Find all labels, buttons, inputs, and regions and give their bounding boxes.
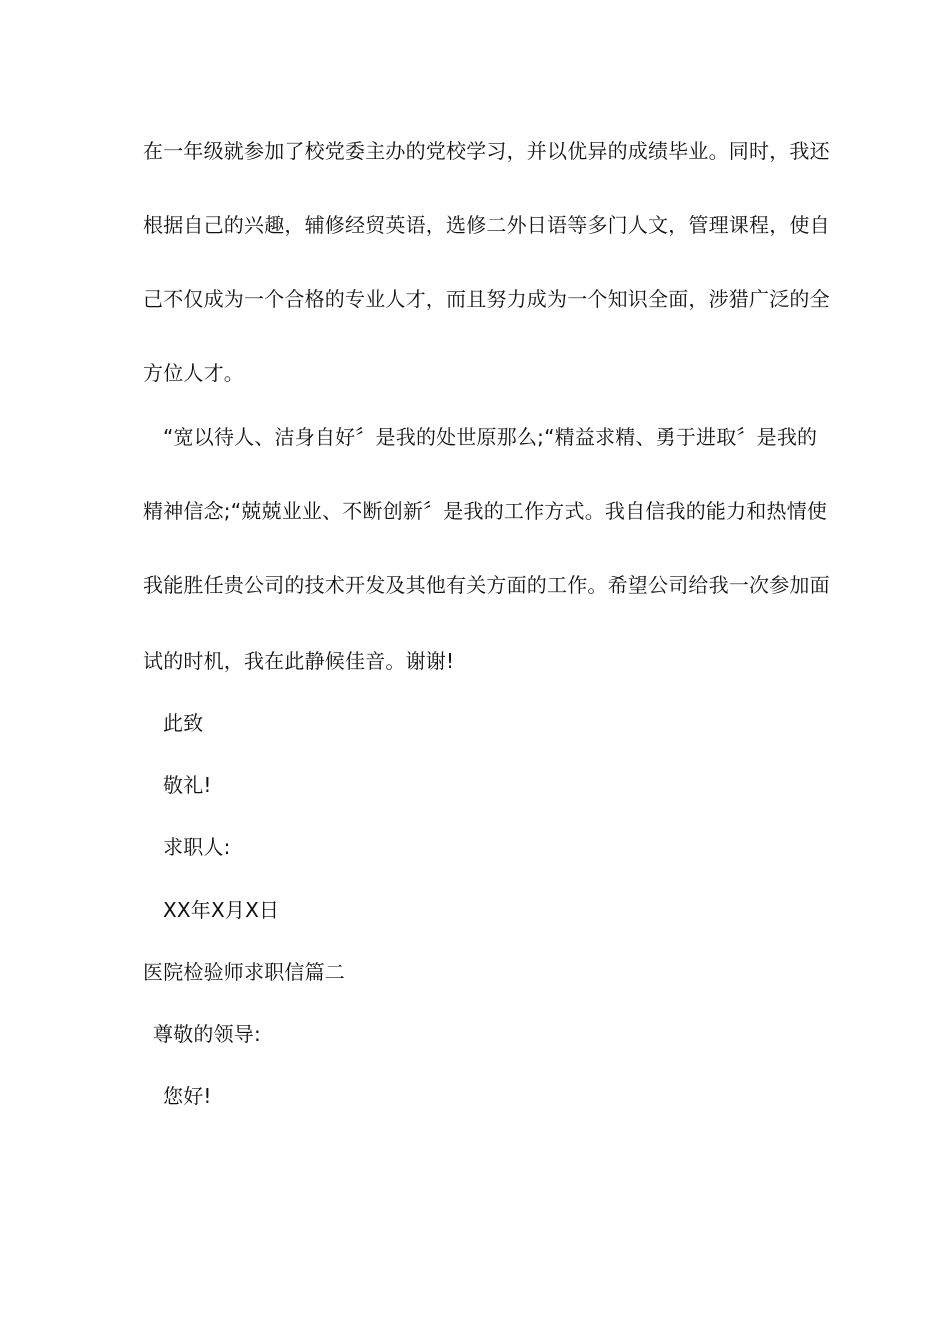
date-text: XX年X月X日: [163, 898, 280, 922]
paragraph1-line3: 己不仅成为一个合格的专业人才，而且努力成为一个知识全面，涉猎广泛的全: [143, 287, 830, 311]
hello-text: 您好!: [163, 1084, 212, 1108]
paragraph1-line2: 根据自己的兴趣，辅修经贸英语，选修二外日语等多门人文，管理课程，使自: [143, 213, 830, 237]
paragraph2-line1: “宽以待人、洁身自好〞是我的处世原那么;“精益求精、勇于进取〞是我的: [163, 425, 818, 449]
greeting-text: 尊敬的领导:: [153, 1022, 261, 1046]
paragraph1-line1: 在一年级就参加了校党委主办的党校学习，并以优异的成绩毕业。同时，我还: [143, 139, 830, 163]
paragraph2-line4: 试的时机，我在此静候佳音。谢谢!: [143, 649, 455, 673]
applicant-label: 求职人:: [163, 835, 231, 859]
section-title: 医院检验师求职信篇二: [143, 960, 345, 984]
paragraph2-line3: 我能胜任贵公司的技术开发及其他有关方面的工作。希望公司给我一次参加面: [143, 573, 830, 597]
paragraph2-line2: 精神信念;“兢兢业业、不断创新〞是我的工作方式。我自信我的能力和热情使: [143, 499, 828, 523]
closing-text: 此致: [163, 711, 204, 735]
salute-text: 敬礼!: [163, 773, 212, 797]
paragraph1-line4: 方位人才。: [143, 361, 244, 385]
